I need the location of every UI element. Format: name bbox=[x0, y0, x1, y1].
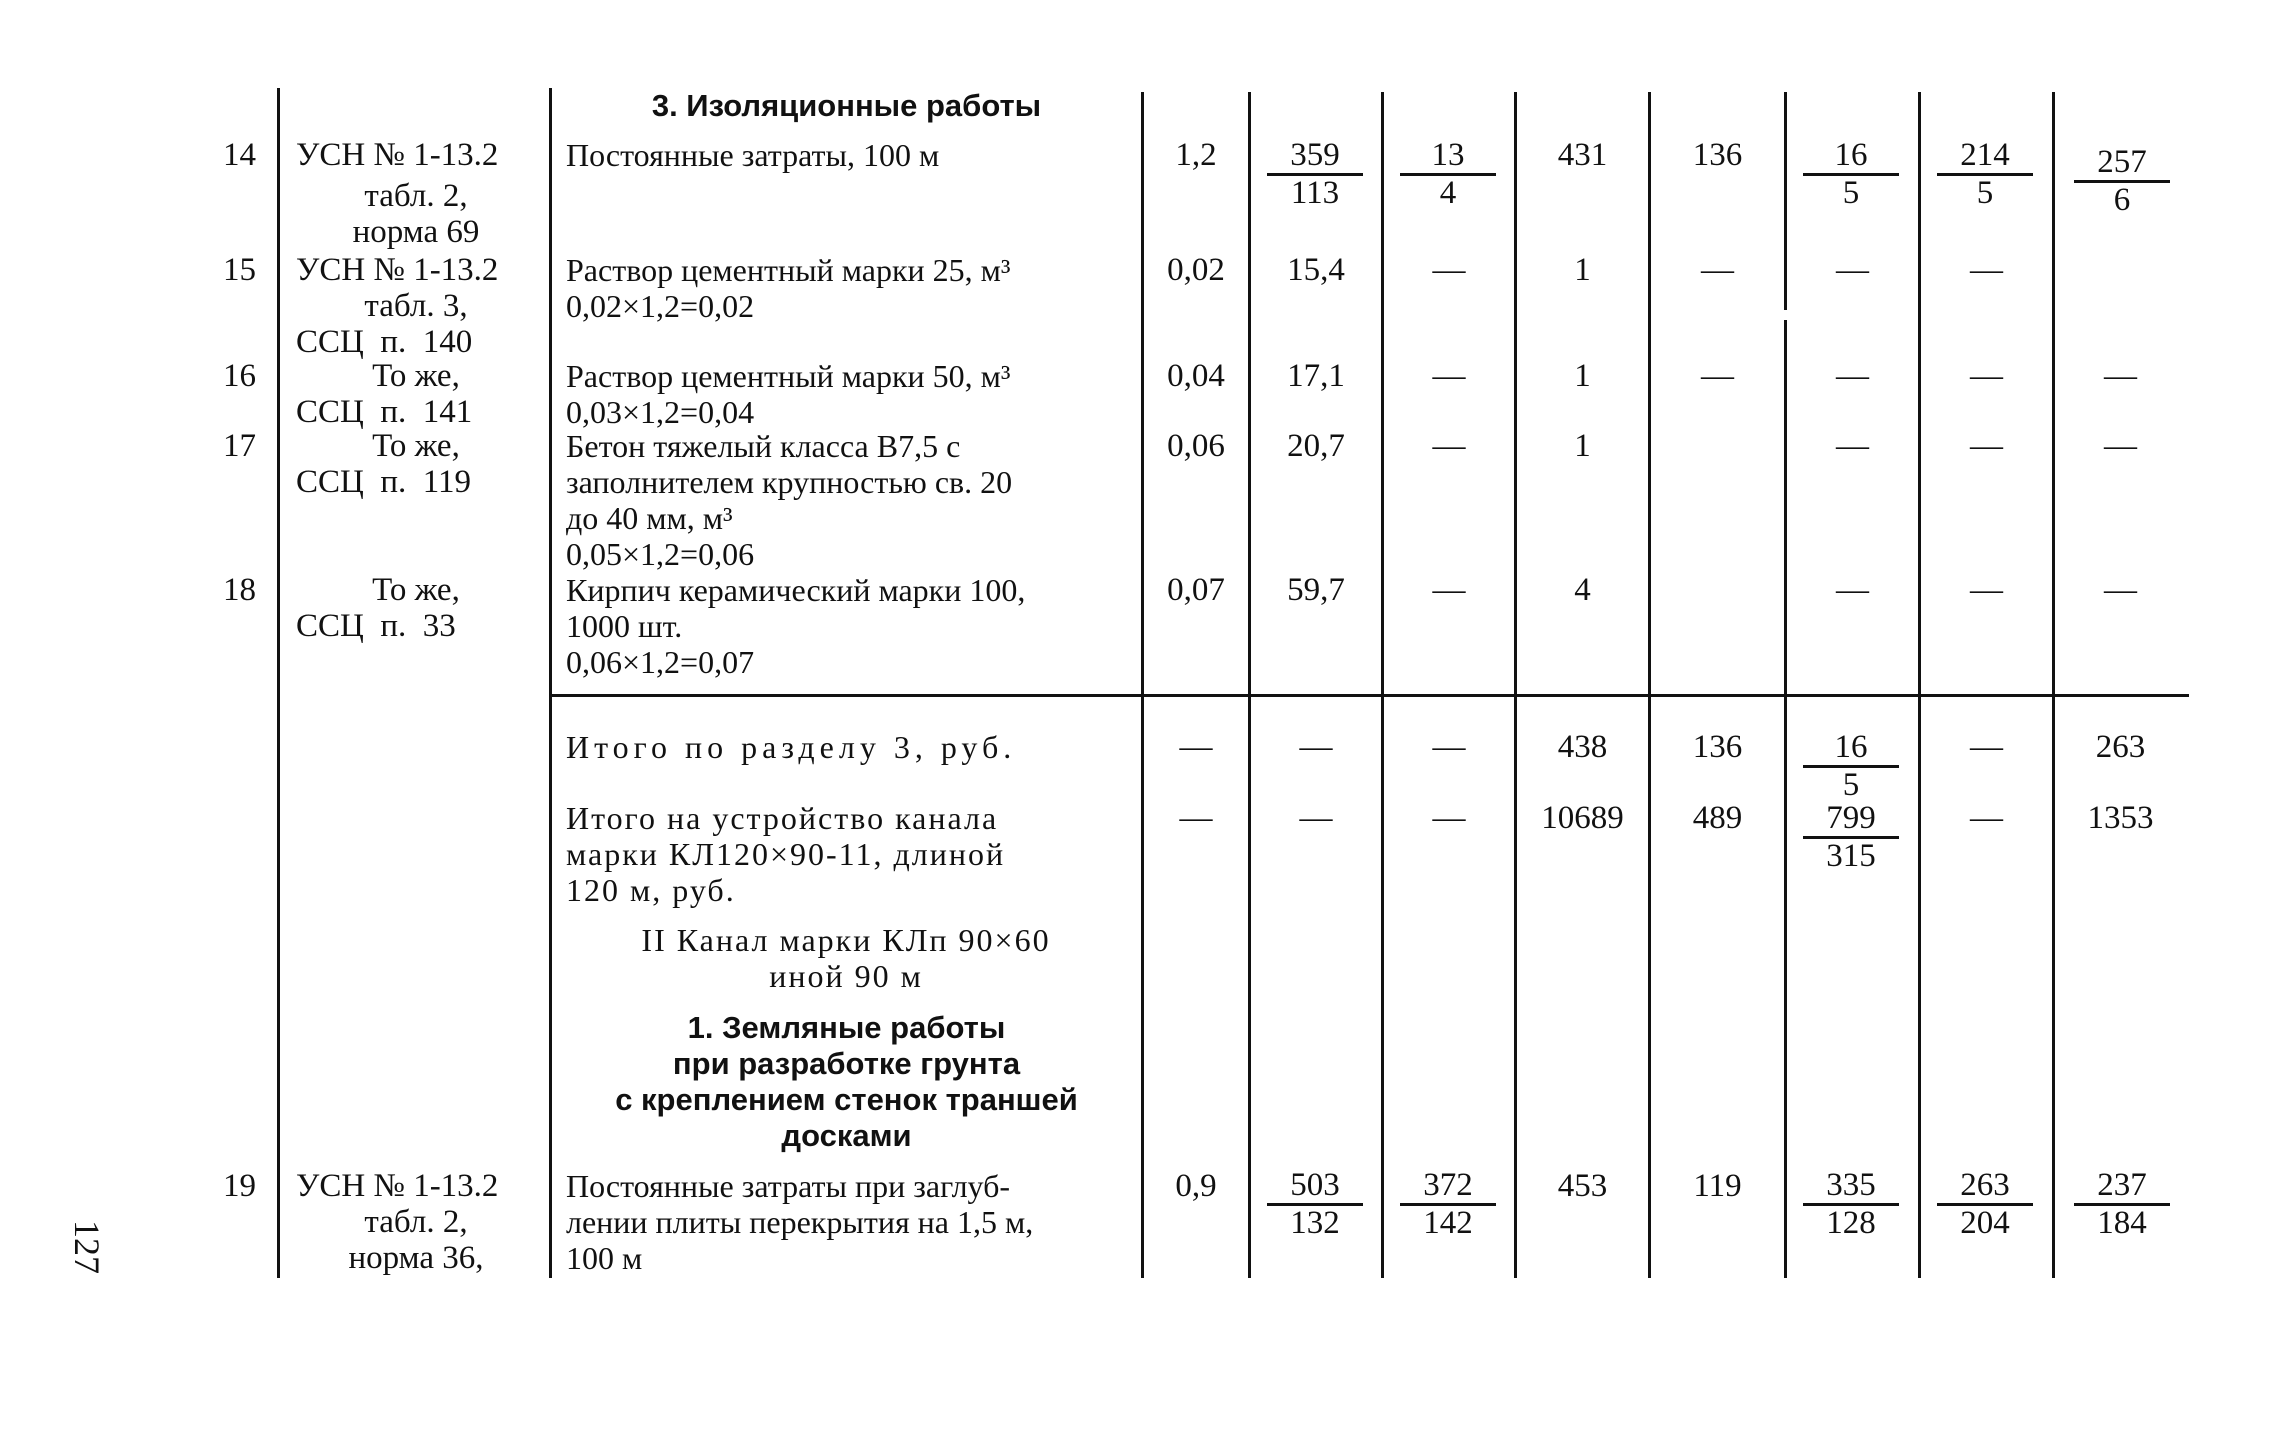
fraction-denominator: 6 bbox=[2113, 182, 2131, 218]
value-cell: 489 bbox=[1692, 800, 1743, 836]
ref-line: ССЦ п. 140 bbox=[296, 324, 473, 360]
value-cell: — bbox=[1970, 572, 2003, 608]
fraction-denominator: 128 bbox=[1826, 1205, 1876, 1241]
ref-line: норма 69 bbox=[352, 214, 480, 250]
value-cell: — bbox=[2104, 572, 2137, 608]
value-cell: — bbox=[1970, 358, 2003, 394]
value-cell: — bbox=[1432, 800, 1466, 836]
fraction-numerator: 237 bbox=[2074, 1168, 2170, 1206]
value-cell: 1 bbox=[1574, 428, 1591, 464]
row-number: 16 bbox=[223, 358, 256, 394]
value-cell: — bbox=[1970, 428, 2003, 464]
fraction-cell bbox=[1396, 138, 1500, 211]
value-cell: — bbox=[1836, 252, 1869, 288]
totals-separator bbox=[549, 694, 2189, 697]
total-label: Итого на устройство канала марки КЛ120×90-11, длиной 120 м, руб. bbox=[566, 800, 1006, 908]
value-cell: — bbox=[1432, 729, 1466, 765]
value-cell: 119 bbox=[1693, 1168, 1742, 1204]
fraction-denominator: 204 bbox=[1960, 1205, 2010, 1241]
value-cell: — bbox=[1836, 358, 1869, 394]
value-cell: 431 bbox=[1557, 137, 1608, 173]
fraction-denominator: 142 bbox=[1423, 1205, 1473, 1241]
fraction-cell bbox=[1799, 801, 1903, 874]
fraction-numerator: 372 bbox=[1400, 1168, 1496, 1206]
ref-line: То же, bbox=[372, 358, 460, 394]
value-cell: 263 bbox=[2095, 729, 2146, 765]
value-cell: 136 bbox=[1692, 137, 1743, 173]
fraction-cell bbox=[1933, 1168, 2037, 1241]
row-number: 18 bbox=[223, 572, 256, 608]
row-description: Кирпич керамический марки 100, 1000 шт. 0,06×1,2=0,07 bbox=[566, 572, 1026, 680]
quantity-cell: 0,04 bbox=[1167, 358, 1225, 394]
ref-line: ССЦ п. 33 bbox=[296, 608, 456, 644]
value-cell: — bbox=[1432, 358, 1466, 394]
value-cell: 136 bbox=[1692, 729, 1743, 765]
row-description: Раствор цементный марки 25, м³ 0,02×1,2=0,02 bbox=[566, 252, 1011, 324]
ref-line: ССЦ п. 119 bbox=[296, 464, 472, 500]
fraction-denominator: 4 bbox=[1439, 175, 1457, 211]
fraction-cell bbox=[2070, 1168, 2174, 1241]
ref-line: норма 36, bbox=[348, 1240, 484, 1276]
quantity-cell: 0,9 bbox=[1175, 1168, 1217, 1204]
fraction-denominator: 5 bbox=[1976, 175, 1994, 211]
value-cell: 1 bbox=[1574, 358, 1591, 394]
fraction-denominator: 132 bbox=[1290, 1205, 1340, 1241]
value-cell: — bbox=[1701, 252, 1734, 288]
ref-line: УСН № 1-13.2 bbox=[296, 252, 499, 288]
value-cell: — bbox=[2104, 358, 2137, 394]
fraction-cell bbox=[1799, 1168, 1903, 1241]
ref-line: То же, bbox=[372, 428, 460, 464]
quantity-cell: 0,02 bbox=[1167, 252, 1225, 288]
row-description: Бетон тяжелый класса В7,5 с заполнителем крупностью св. 20 до 40 мм, м³ 0,05×1,2=0,06 bbox=[566, 428, 1013, 572]
column-rule bbox=[277, 88, 280, 1278]
fraction-cell bbox=[1263, 1168, 1367, 1241]
subsection-heading: 1. Земляные работы при разработке грунта с креплением стенок траншей досками bbox=[615, 1010, 1078, 1153]
fraction-denominator: 315 bbox=[1826, 838, 1876, 874]
value-cell: — bbox=[1432, 428, 1466, 464]
value-cell: — bbox=[1701, 358, 1734, 394]
fraction-numerator: 359 bbox=[1267, 138, 1363, 176]
value-cell: 15,4 bbox=[1287, 252, 1345, 288]
fraction-numerator: 799 bbox=[1803, 801, 1899, 839]
ref-line: УСН № 1-13.2 bbox=[296, 1168, 499, 1204]
fraction-denominator: 5 bbox=[1842, 767, 1860, 803]
fraction-numerator: 214 bbox=[1937, 138, 2033, 176]
fraction-cell bbox=[1799, 730, 1903, 803]
value-cell: — bbox=[1970, 729, 2003, 765]
fraction-numerator: 13 bbox=[1400, 138, 1496, 176]
quantity-cell: — bbox=[1179, 729, 1213, 765]
subsection-title: II Канал марки КЛп 90×60 иной 90 м bbox=[641, 922, 1051, 994]
value-cell: 1 bbox=[1574, 252, 1591, 288]
row-description: Раствор цементный марки 50, м³ 0,03×1,2=0,04 bbox=[566, 358, 1011, 430]
ref-line: ССЦ п. 141 bbox=[296, 394, 473, 430]
value-cell: — bbox=[1836, 428, 1869, 464]
fraction-cell bbox=[1263, 138, 1367, 211]
fraction-denominator: 113 bbox=[1290, 175, 1340, 211]
row-number: 19 bbox=[223, 1168, 256, 1204]
value-cell: 1353 bbox=[2087, 800, 2154, 836]
quantity-cell: 0,07 bbox=[1167, 572, 1225, 608]
section-heading: 3. Изоляционные работы bbox=[651, 88, 1042, 123]
fraction-numerator: 257 bbox=[2074, 145, 2170, 183]
value-cell: — bbox=[1299, 800, 1333, 836]
fraction-numerator: 335 bbox=[1803, 1168, 1899, 1206]
value-cell: — bbox=[1432, 252, 1466, 288]
column-rule bbox=[2052, 92, 2055, 1278]
value-cell: 10689 bbox=[1541, 800, 1624, 836]
fraction-denominator: 184 bbox=[2097, 1205, 2147, 1241]
value-cell: — bbox=[1970, 252, 2003, 288]
value-cell: 17,1 bbox=[1287, 358, 1345, 394]
value-cell: 20,7 bbox=[1287, 428, 1345, 464]
fraction-denominator: 5 bbox=[1842, 175, 1860, 211]
value-cell: 59,7 bbox=[1287, 572, 1345, 608]
fraction-cell bbox=[1396, 1168, 1500, 1241]
value-cell: — bbox=[1299, 729, 1333, 765]
value-cell: — bbox=[1432, 572, 1466, 608]
ref-line: табл. 2, bbox=[364, 178, 468, 214]
ref-line: УСН № 1-13.2 bbox=[296, 137, 499, 173]
fraction-numerator: 503 bbox=[1267, 1168, 1363, 1206]
quantity-cell: 1,2 bbox=[1175, 137, 1217, 173]
value-cell: — bbox=[2104, 428, 2137, 464]
value-cell: 453 bbox=[1557, 1168, 1608, 1204]
row-number: 17 bbox=[223, 428, 256, 464]
ref-line: табл. 3, bbox=[364, 288, 468, 324]
ref-line: То же, bbox=[372, 572, 460, 608]
value-cell: — bbox=[1970, 800, 2003, 836]
quantity-cell: 0,06 bbox=[1167, 428, 1225, 464]
ref-line: табл. 2, bbox=[364, 1204, 468, 1240]
total-label: Итого по разделу 3, руб. bbox=[566, 729, 1017, 765]
fraction-cell bbox=[2070, 145, 2174, 218]
value-cell: — bbox=[1836, 572, 1869, 608]
row-description: Постоянные затраты, 100 м bbox=[566, 137, 940, 173]
fraction-numerator: 263 bbox=[1937, 1168, 2033, 1206]
fraction-cell bbox=[1799, 138, 1903, 211]
row-description: Постоянные затраты при заглуб- лении плиты перекрытия на 1,5 м, 100 м bbox=[566, 1168, 1034, 1276]
row-number: 14 bbox=[223, 137, 256, 173]
value-cell: 4 bbox=[1574, 572, 1591, 608]
row-number: 15 bbox=[223, 252, 256, 288]
fraction-numerator: 16 bbox=[1803, 730, 1899, 768]
fraction-numerator: 16 bbox=[1803, 138, 1899, 176]
value-cell: 438 bbox=[1557, 729, 1608, 765]
page-number: 127 bbox=[67, 1220, 107, 1274]
fraction-cell bbox=[1933, 138, 2037, 211]
quantity-cell: — bbox=[1179, 800, 1213, 836]
